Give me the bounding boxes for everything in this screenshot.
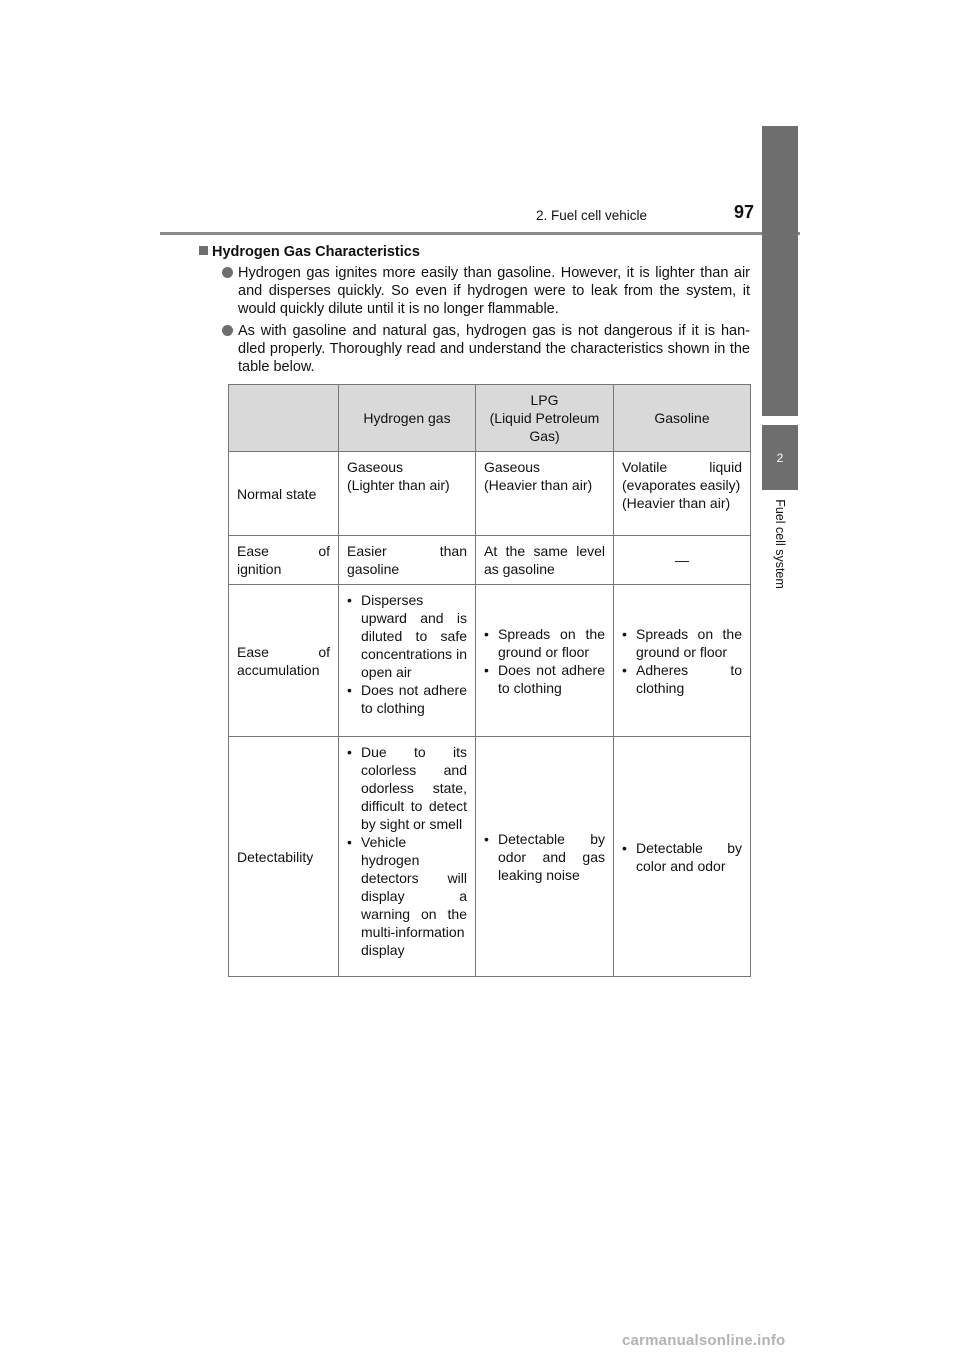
bullet-list xyxy=(484,830,605,884)
watermark: carmanualsonline.info xyxy=(622,1332,786,1349)
gas-characteristics-table xyxy=(228,384,751,977)
list-item: • Spreads on the ground or floor xyxy=(622,625,742,661)
bullet-list xyxy=(622,839,742,875)
page-number: 97 xyxy=(734,202,755,222)
table-cell: Gaseous (Heavier than air) xyxy=(476,452,614,536)
chapter-tab-number: 2 xyxy=(762,425,798,490)
table-header-cell: Gasoline xyxy=(614,385,751,452)
list-item: • Due to its colorless and odorless state, difficult to detect by sight or smell xyxy=(347,743,467,833)
paragraph-text: As with gasoline and natural gas, hydrogen gas is not dangerous if it is han-dled properly. Thoroughly read and understand the characteristics shown in the table below. xyxy=(238,323,750,375)
table-cell: — xyxy=(614,536,751,585)
row-label: Ease of ignition xyxy=(229,536,339,585)
paragraph-text: Hydrogen gas ignites more easily than gasoline. However, it is lighter than air and disperses quickly. So even if hydrogen were to leak from the system, it would quickly dilute until it is no longer flammable. xyxy=(238,265,750,317)
square-bullet-icon xyxy=(199,246,208,255)
row-label: Ease of accumulation xyxy=(229,585,339,737)
list-item: • Vehicle hydrogen detectors will display a warning on the multi-information display xyxy=(347,833,467,959)
table-cell xyxy=(339,585,476,737)
section-heading xyxy=(199,244,420,260)
list-item: • Adheres to clothing xyxy=(622,661,742,697)
table-cell xyxy=(614,737,751,977)
table-row xyxy=(229,452,751,536)
table-header-cell xyxy=(476,385,614,452)
table-row xyxy=(229,585,751,737)
chapter-tab-title-text: Fuel cell system xyxy=(773,498,788,589)
chapter-tab-bar xyxy=(762,126,798,416)
header-section-title: 2. Fuel cell vehicle xyxy=(536,208,648,223)
table-cell: At the same level as gasoline xyxy=(476,536,614,585)
section-heading-text: Hydrogen Gas Characteristics xyxy=(212,244,420,260)
circle-bullet-icon xyxy=(222,325,233,336)
list-item: • Detectable by color and odor xyxy=(622,839,742,875)
table-cell: Volatile liquid (evaporates easily) (Heavier than air) xyxy=(614,452,751,536)
paragraph-bullet xyxy=(222,264,750,318)
list-item: • Does not adhere to clothing xyxy=(484,661,605,697)
table-row xyxy=(229,737,751,977)
circle-bullet-icon xyxy=(222,267,233,278)
row-label: Detectability xyxy=(229,737,339,977)
table-cell xyxy=(476,585,614,737)
header-line: LPG (Liquid Petroleum Gas) xyxy=(489,392,600,444)
list-item: • Detectable by odor and gas leaking noise xyxy=(484,830,605,884)
bullet-list xyxy=(484,625,605,697)
table-header-cell xyxy=(229,385,339,452)
table-cell xyxy=(339,737,476,977)
chapter-tab-title xyxy=(762,496,798,591)
bullet-list xyxy=(347,743,467,959)
table-header-row xyxy=(229,385,751,452)
table-row xyxy=(229,536,751,585)
table-cell: Easier than gasoline xyxy=(339,536,476,585)
table-header-cell: Hydrogen gas xyxy=(339,385,476,452)
bullet-list xyxy=(622,625,742,697)
table-cell xyxy=(476,737,614,977)
bullet-list xyxy=(347,591,467,717)
table-cell: Gaseous (Lighter than air) xyxy=(339,452,476,536)
row-label: Normal state xyxy=(229,452,339,536)
table-cell xyxy=(614,585,751,737)
list-item: • Does not adhere to clothing xyxy=(347,681,467,717)
list-item: • Disperses upward and is diluted to safe concentrations in open air xyxy=(347,591,467,681)
list-item: • Spreads on the ground or floor xyxy=(484,625,605,661)
header-divider xyxy=(160,232,800,235)
paragraph-bullet xyxy=(222,322,750,376)
